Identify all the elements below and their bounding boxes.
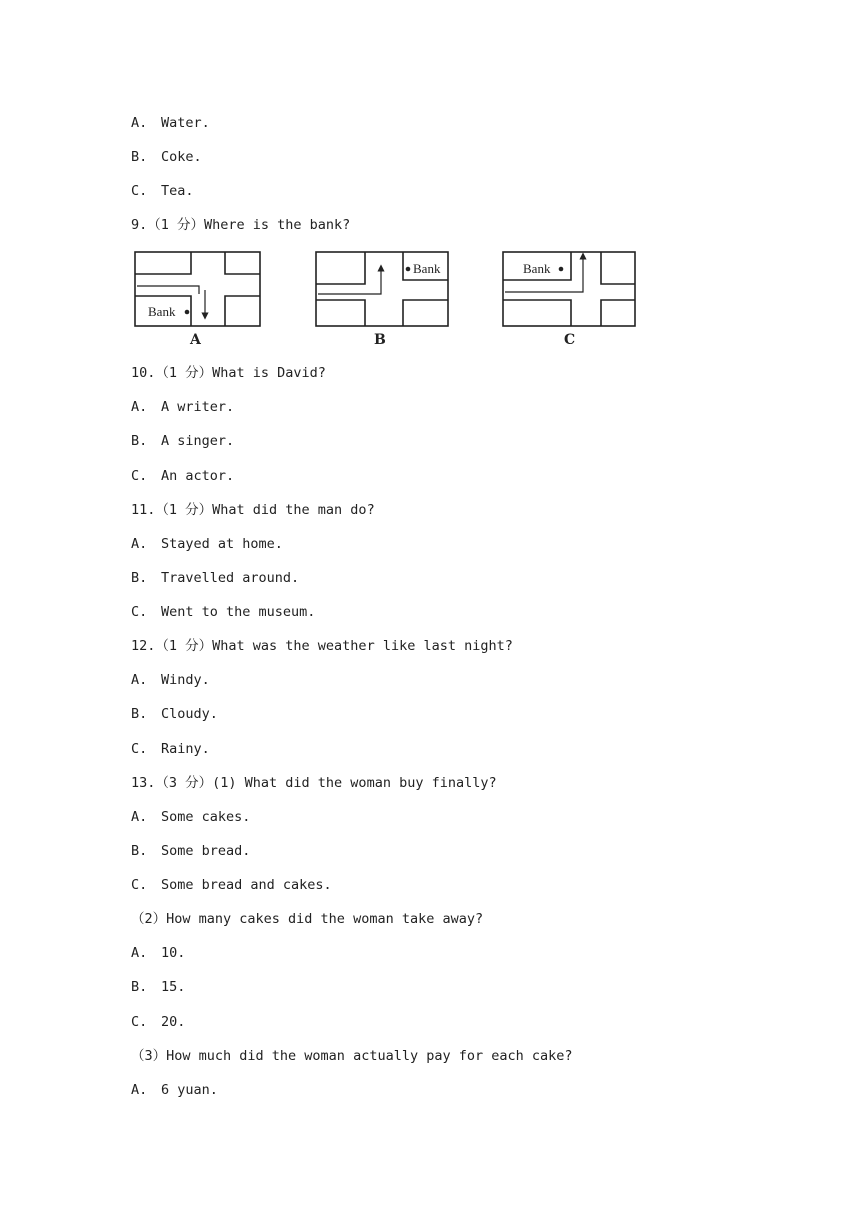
option-q8-b: B. Coke.	[131, 149, 202, 165]
option-q11-a: A. Stayed at home.	[131, 536, 283, 552]
option-q12-b: B. Cloudy.	[131, 706, 218, 722]
map-a-bank-label: Bank	[148, 304, 176, 319]
option-q13-2-a: A. 10.	[131, 945, 186, 961]
map-c-caption: C	[564, 332, 576, 348]
option-q13-1-a: A. Some cakes.	[131, 809, 251, 825]
option-q13-1-c: C. Some bread and cakes.	[131, 877, 332, 893]
option-q13-1-b: B. Some bread.	[131, 843, 251, 859]
option-q12-a: A. Windy.	[131, 672, 210, 688]
q9-map-figures	[133, 250, 643, 350]
question-13-stem: 13.（3 分）(1) What did the woman buy finally?	[131, 775, 497, 791]
question-11-stem: 11.（1 分）What did the man do?	[131, 502, 375, 518]
option-q8-c: C. Tea.	[131, 183, 194, 199]
option-q13-2-c: C. 20.	[131, 1014, 186, 1030]
question-13-sub2: （2）How many cakes did the woman take away?	[131, 911, 484, 927]
question-12-stem: 12.（1 分）What was the weather like last night?	[131, 638, 513, 654]
question-13-sub3: （3）How much did the woman actually pay for each cake?	[131, 1048, 573, 1064]
map-b-bank-label: Bank	[413, 261, 441, 276]
map-c-bank-label: Bank	[523, 261, 551, 276]
option-q10-b: B. A singer.	[131, 433, 235, 449]
option-q12-c: C. Rainy.	[131, 741, 210, 757]
option-q13-2-b: B. 15.	[131, 979, 186, 995]
option-q11-b: B. Travelled around.	[131, 570, 300, 586]
map-a-caption: A	[190, 332, 201, 348]
question-9-stem: 9.（1 分）Where is the bank?	[131, 217, 351, 233]
option-q8-a: A. Water.	[131, 115, 210, 131]
option-q13-3-a: A. 6 yuan.	[131, 1082, 218, 1098]
option-q11-c: C. Went to the museum.	[131, 604, 316, 620]
question-10-stem: 10.（1 分）What is David?	[131, 365, 326, 381]
option-q10-a: A. A writer.	[131, 399, 235, 415]
option-q10-c: C. An actor.	[131, 468, 235, 484]
map-b-caption: B	[374, 332, 386, 348]
